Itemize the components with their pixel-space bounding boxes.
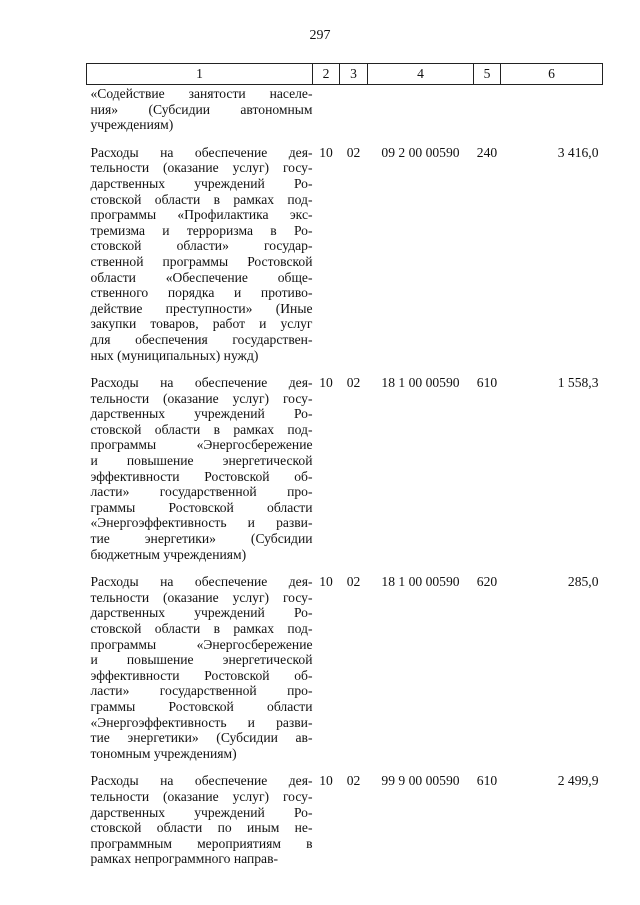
description-line: дарственных учреждений Ро- <box>90 175 313 191</box>
budget-table <box>86 63 603 875</box>
description-line: бюджетным учреждениям) <box>90 546 247 562</box>
description-line: ласти» государственной про- <box>90 683 313 699</box>
description-line: тономным учреждениям) <box>90 745 237 761</box>
subsection-code: 02 <box>346 574 361 590</box>
row-description <box>87 570 313 769</box>
section-code: 10 <box>319 144 333 160</box>
description-line: дарственных учреждений Ро- <box>90 605 313 621</box>
subsection-code: 02 <box>346 375 361 391</box>
description-line: тие энергетики» (Субсидии ав- <box>90 730 313 746</box>
description-line: и повышение энергетической <box>90 453 313 469</box>
description-line: области «Обеспечение обще- <box>90 269 313 285</box>
expense-type-code: 620 <box>476 574 498 590</box>
description-line: тельности (оказание услуг) госу- <box>90 788 313 804</box>
table-row <box>87 141 603 371</box>
amount: 1 558,3 <box>557 375 599 391</box>
column-header: 6 <box>501 64 603 85</box>
description-line: программы «Энергосбережение <box>90 636 313 652</box>
column-header: 1 <box>87 64 313 85</box>
amount: 3 416,0 <box>557 144 599 160</box>
section-code: 10 <box>319 574 333 590</box>
row-description <box>87 141 313 371</box>
description-line: «Содействие занятости населе- <box>90 86 313 101</box>
subsection-code: 02 <box>346 144 361 160</box>
description-line: закупки товаров, работ и услуг <box>90 316 313 332</box>
expense-type-code <box>474 85 501 141</box>
table-row <box>87 371 603 570</box>
description-line: программным мероприятиям в <box>90 835 313 851</box>
description-line: Расходы на обеспечение дея- <box>90 773 313 789</box>
description-line: дарственных учреждений Ро- <box>90 804 313 820</box>
description-line: стовской области в рамках под- <box>90 421 313 437</box>
description-line: действие преступности» (Иные <box>90 300 313 316</box>
page-number: 297 <box>309 28 331 43</box>
table-row <box>87 570 603 769</box>
description-line: эффективности Ростовской об- <box>90 468 313 484</box>
target-article-code: 18 1 00 00590 <box>381 574 460 590</box>
subsection-code: 02 <box>346 773 361 789</box>
description-line: тремизма и терроризма в Ро- <box>90 222 313 238</box>
description-line: стовской области по иным не- <box>90 820 313 836</box>
row-description <box>87 371 313 570</box>
target-article-code: 18 1 00 00590 <box>381 375 460 391</box>
description-line: «Энергоэффективность и разви- <box>90 714 313 730</box>
amount: 285,0 <box>567 574 599 590</box>
amount: 2 499,9 <box>557 773 599 789</box>
description-line: эффективности Ростовской об- <box>90 667 313 683</box>
column-header: 3 <box>340 64 368 85</box>
description-line: граммы Ростовской области <box>90 698 313 714</box>
description-line: дарственных учреждений Ро- <box>90 406 313 422</box>
column-header: 4 <box>368 64 474 85</box>
description-line: стовской области» государ- <box>90 238 313 254</box>
expense-type-code: 610 <box>476 375 498 391</box>
header-row <box>87 64 603 85</box>
description-line: учреждениям) <box>90 117 174 133</box>
description-line: ных (муниципальных) нужд) <box>90 347 259 363</box>
description-line: Расходы на обеспечение дея- <box>90 574 313 590</box>
section-code <box>313 85 340 141</box>
description-line: для обеспечения государствен- <box>90 331 313 347</box>
description-line: ственного порядка и противо- <box>90 285 313 301</box>
table-row <box>87 769 603 875</box>
description-line: тельности (оказание услуг) госу- <box>90 589 313 605</box>
description-line: тельности (оказание услуг) госу- <box>90 390 313 406</box>
description-line: Расходы на обеспечение дея- <box>90 375 313 391</box>
description-line: стовской области в рамках под- <box>90 621 313 636</box>
expense-type-code: 240 <box>476 144 498 160</box>
description-line: стовской области в рамках под- <box>90 191 313 207</box>
column-header: 2 <box>313 64 340 85</box>
row-description <box>87 769 313 875</box>
description-line: рамках непрограммного направ- <box>90 851 279 867</box>
description-line: программы «Энергосбережение <box>90 437 313 453</box>
column-header: 5 <box>474 64 501 85</box>
row-description <box>87 85 313 141</box>
description-line: программы «Профилактика экс- <box>90 207 313 223</box>
description-line: ния» (Субсидии автономным <box>90 101 313 117</box>
target-article-code: 09 2 00 00590 <box>381 144 460 160</box>
section-code: 10 <box>319 773 333 789</box>
table-row <box>87 85 603 141</box>
subsection-code <box>340 85 368 141</box>
section-code: 10 <box>319 375 333 391</box>
description-line: тельности (оказание услуг) госу- <box>90 160 313 176</box>
amount <box>501 85 603 141</box>
target-article-code: 99 9 00 00590 <box>381 773 460 789</box>
description-line: ственной программы Ростовской <box>90 253 313 269</box>
description-line: тие энергетики» (Субсидии <box>90 531 313 547</box>
description-line: ласти» государственной про- <box>90 484 313 500</box>
expense-type-code: 610 <box>476 773 498 789</box>
description-line: граммы Ростовской области <box>90 499 313 515</box>
description-line: и повышение энергетической <box>90 652 313 668</box>
description-line: Расходы на обеспечение дея- <box>90 144 313 160</box>
target-article-code <box>368 85 474 141</box>
description-line: «Энергоэффективность и разви- <box>90 515 313 531</box>
